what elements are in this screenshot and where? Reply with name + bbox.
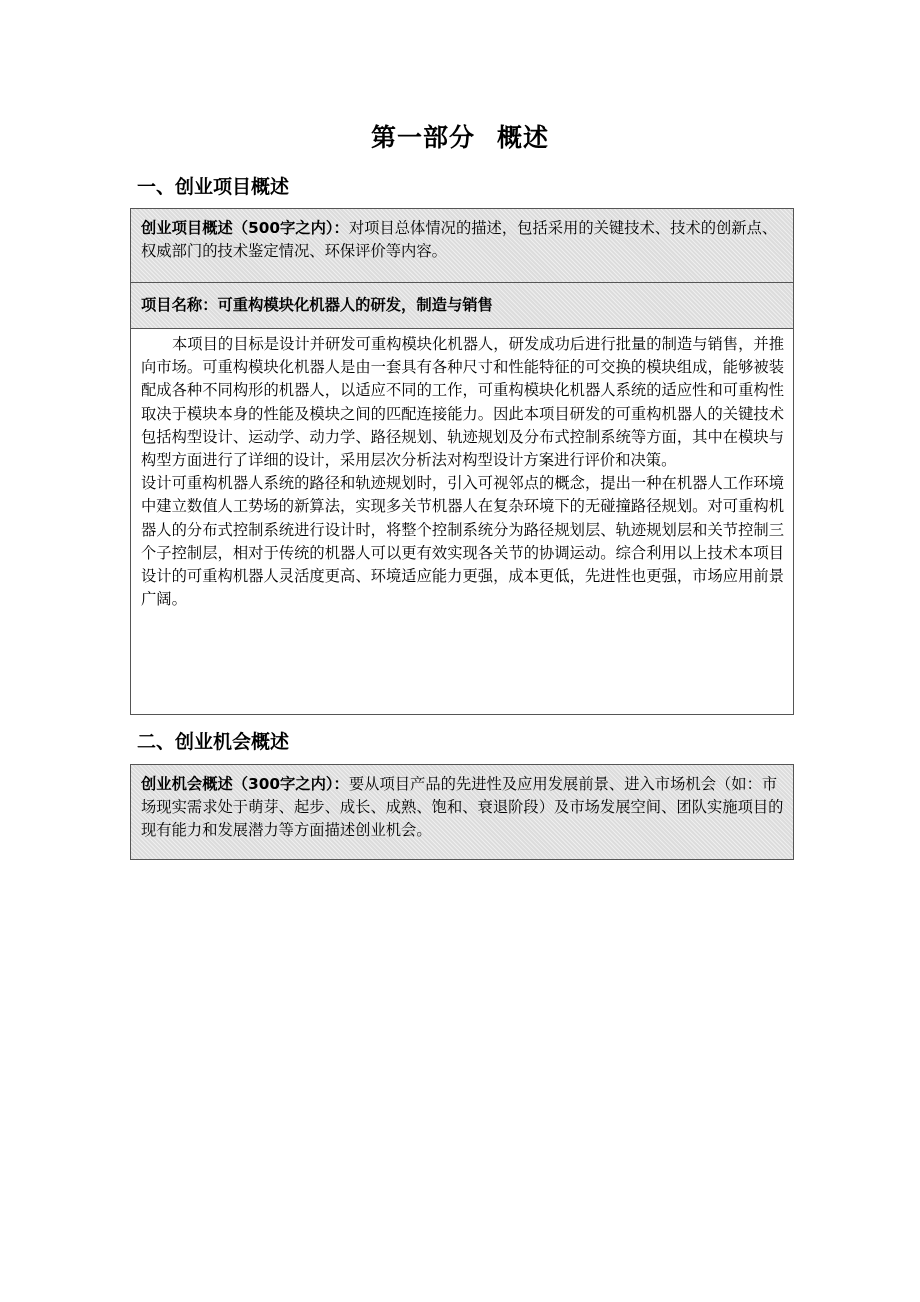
- project-description-paragraph-1: 本项目的目标是设计并研发可重构模块化机器人，研发成功后进行批量的制造与销售，并推向市场。可重构模块化机器人是由一套具有各种尺寸和性能特征的可交换的模块组成，能够被装配成各种不同构形的机器人，以适应不同的工作，可重构模块化机器人系统的适应性和可重构性取决于模块本身的性能及模块之间的匹配连接能力。因此本项目研发的可重构机器人的关键技术包括构型设计、运动学、动力学、路径规划、轨迹规划及分布式控制系统等方面，其中在模块与构型方面进行了详细的设计，采用层次分析法对构型设计方案进行评价和决策。: [141, 335, 784, 470]
- project-instruction-cell: [131, 209, 793, 282]
- title-topic: 概述: [497, 123, 550, 152]
- project-instruction-text: 对项目总体情况的描述，包括采用的关键技术、技术的创新点、权威部门的技术鉴定情况、环保评价等内容。: [141, 219, 778, 260]
- project-overview-table: [130, 208, 794, 715]
- project-description-paragraph-2: 设计可重构机器人系统的路径和轨迹规划时，引入可视邻点的概念，提出一种在机器人工作环境中建立数值人工势场的新算法，实现多关节机器人在复杂环境下的无碰撞路径规划。对可重构机器人的分布式控制系统进行设计时，将整个控制系统分为路径规划层、轨迹规划层和关节控制三个子控制层，相对于传统的机器人可以更有效实现各关节的协调运动。综合利用以上技术本项目设计的可重构机器人灵活度更高、环境适应能力更强，成本更低，先进性也更强，市场应用前景广阔。: [141, 474, 784, 609]
- title-part: 第一部分: [370, 123, 475, 152]
- project-description-cell: [131, 328, 793, 714]
- page-title: [0, 118, 920, 154]
- opportunity-instruction-label: 创业机会概述（300字之内）：: [141, 775, 349, 793]
- project-name: 项目名称：可重构模块化机器人的研发，制造与销售: [141, 296, 493, 314]
- section-heading-opportunity: 二、创业机会概述: [137, 731, 290, 753]
- opportunity-instruction-cell: [131, 765, 793, 859]
- opportunity-overview-table: [130, 764, 794, 860]
- opportunity-instruction-text: 要从项目产品的先进性及应用发展前景、进入市场机会（如：市场现实需求处于萌芽、起步、成长、成熟、饱和、衰退阶段）及市场发展空间、团队实施项目的现有能力和发展潜力等方面描述创业机会。: [141, 775, 784, 839]
- section-heading-project: 一、创业项目概述: [137, 176, 290, 198]
- project-instruction-label: 创业项目概述（500字之内）：: [141, 219, 349, 237]
- project-name-cell: [131, 282, 793, 328]
